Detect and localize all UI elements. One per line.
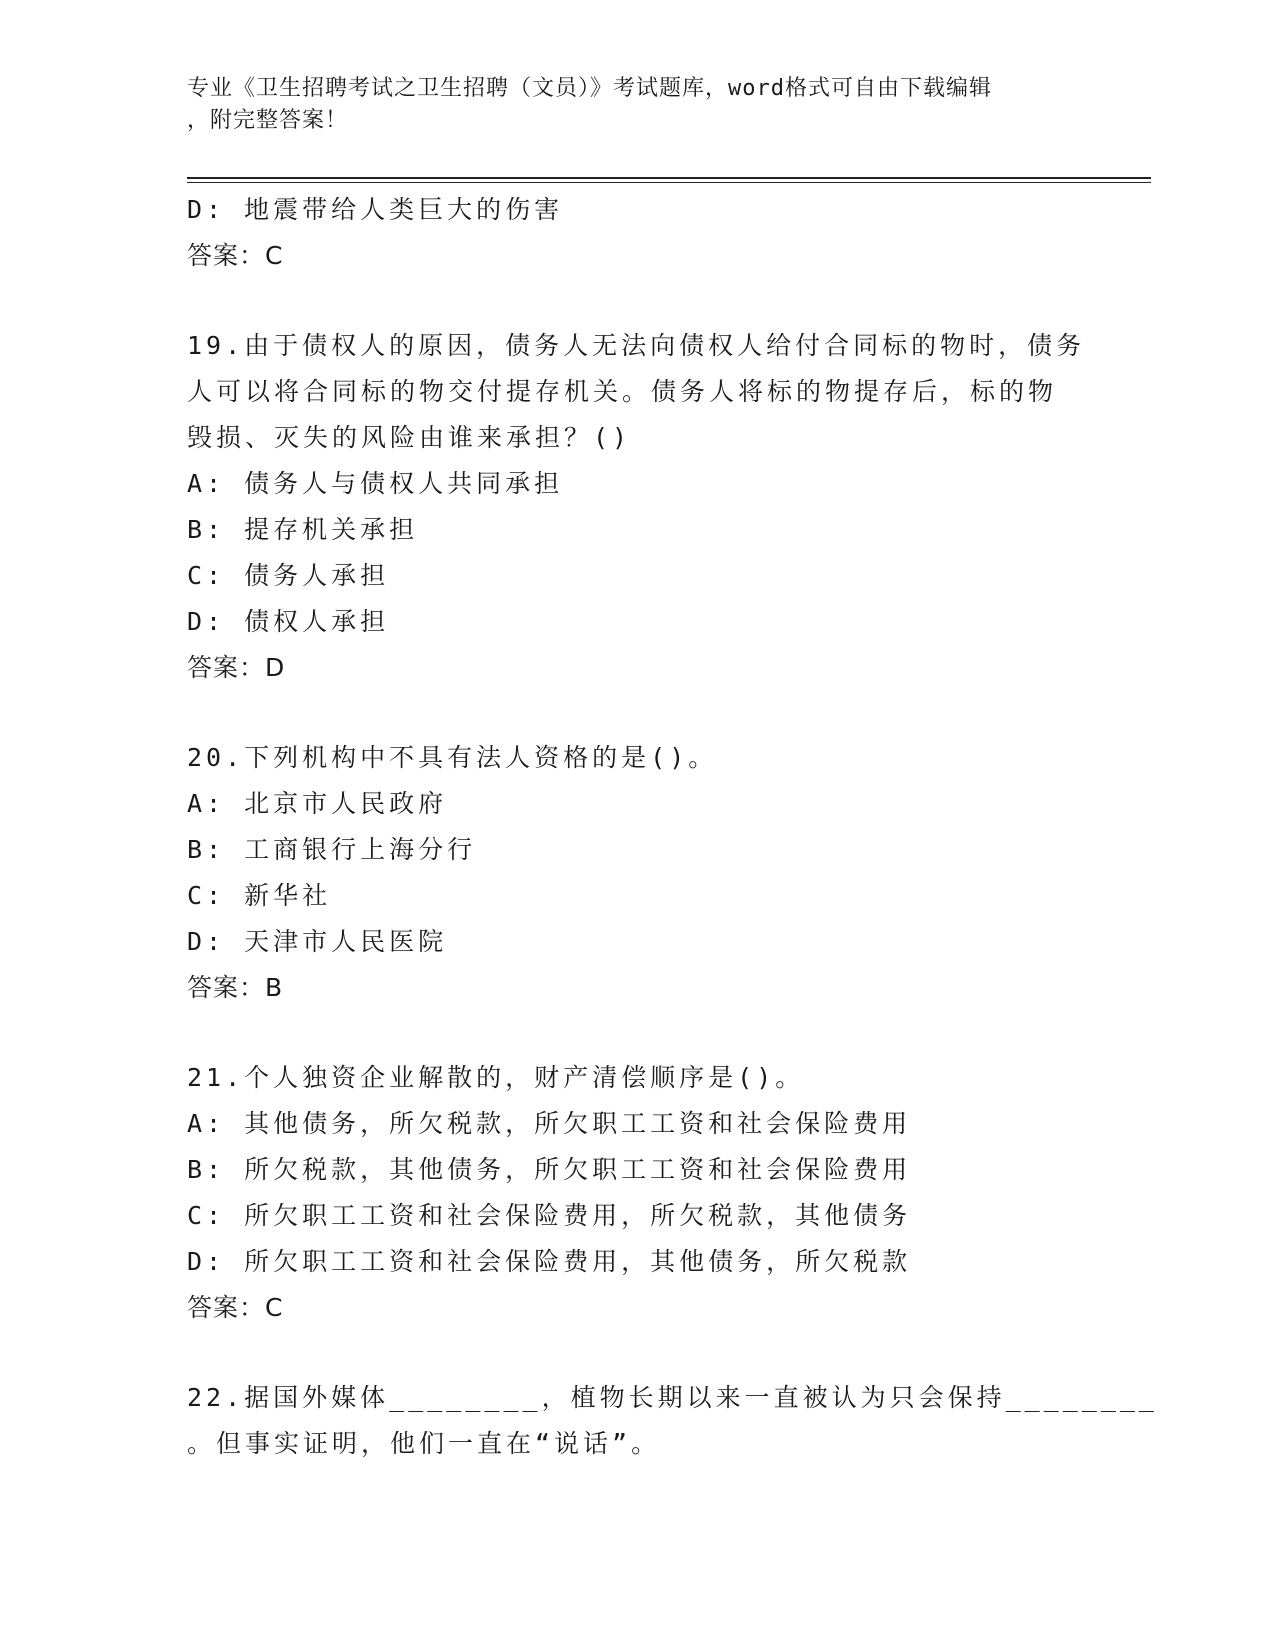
header-divider: [187, 177, 1151, 183]
option-a: A: 北京市人民政府: [187, 789, 448, 818]
answer: 答案：C: [187, 1293, 284, 1322]
spacer: [187, 1011, 1087, 1055]
answer: 答案：B: [187, 973, 284, 1002]
question-stem: 。但事实证明，他们一直在“说话”。: [187, 1429, 661, 1458]
option-c: C: 新华社: [187, 881, 332, 910]
question-stem: 人可以将合同标的物交付提存机关。债务人将标的物提存后，标的物: [187, 377, 1058, 406]
option-b: B: 提存机关承担: [187, 515, 419, 544]
question-stem: 20.下列机构中不具有法人资格的是()。: [187, 743, 718, 772]
option-d: D: 天津市人民医院: [187, 927, 448, 956]
question-22: [187, 1375, 1158, 1467]
question-stem: 22.据国外媒体________，植物长期以来一直被认为只会保持________: [187, 1383, 1158, 1412]
header-line-2: ，附完整答案！: [187, 108, 349, 133]
option-c: C: 债务人承担: [187, 561, 390, 590]
option-d: D: 所欠职工工资和社会保险费用，其他债务，所欠税款: [187, 1247, 912, 1276]
header-line-1: 专业《卫生招聘考试之卫生招聘（文员）》考试题库，word格式可自由下载编辑: [187, 76, 992, 101]
question-19: [187, 323, 1087, 691]
option-b: B: 工商银行上海分行: [187, 835, 477, 864]
document-header: [187, 73, 1087, 137]
question-stem: 19.由于债权人的原因，债务人无法向债权人给付合同标的物时，债务: [187, 331, 1086, 360]
spacer: [187, 1331, 1087, 1375]
question-20: [187, 735, 1087, 1011]
option-c: C: 所欠职工工资和社会保险费用，所欠税款，其他债务: [187, 1201, 912, 1230]
option-a: A: 债务人与债权人共同承担: [187, 469, 564, 498]
spacer: [187, 691, 1087, 735]
question-stem: 21.个人独资企业解散的，财产清偿顺序是()。: [187, 1063, 805, 1092]
spacer: [187, 279, 1087, 323]
option-a: A: 其他债务，所欠税款，所欠职工工资和社会保险费用: [187, 1109, 912, 1138]
prev-answer: 答案：C: [187, 241, 284, 270]
question-stem: 毁损、灭失的风险由谁来承担？(): [187, 423, 632, 452]
option-d: D: 债权人承担: [187, 607, 390, 636]
answer: 答案：D: [187, 653, 286, 682]
question-21: [187, 1055, 1087, 1331]
prev-option-d: D: 地震带给人类巨大的伤害: [187, 195, 564, 224]
option-b: B: 所欠税款，其他债务，所欠职工工资和社会保险费用: [187, 1155, 912, 1184]
question-content: [187, 187, 1158, 1467]
